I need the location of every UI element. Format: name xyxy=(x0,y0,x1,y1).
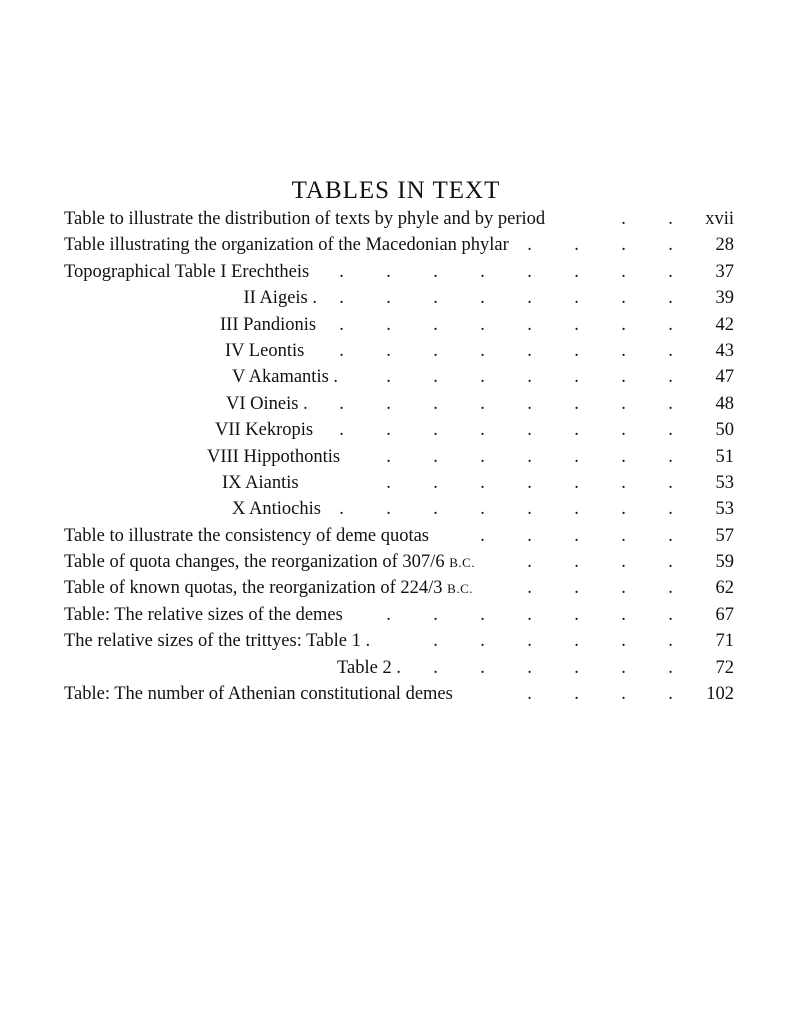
leader-dots: . . . . . . xyxy=(433,631,673,652)
toc-entry-page: 39 xyxy=(715,288,734,309)
toc-entry-page: 43 xyxy=(715,340,734,361)
toc-entry-label: Table illustrating the organization of the Macedonian phylar xyxy=(64,232,511,258)
toc-entry-label: V Akamantis . xyxy=(232,364,340,390)
toc-entry-page: 37 xyxy=(715,261,734,282)
toc-entry xyxy=(64,338,734,364)
toc-entry-label: Table 2 . xyxy=(337,655,403,681)
leader-dots: . . . . . . . . xyxy=(339,499,673,520)
leader-dots: . . . . xyxy=(527,235,673,256)
toc-entry xyxy=(64,364,734,390)
leader-dots: . . . . xyxy=(527,578,673,599)
toc-entry-page: 57 xyxy=(715,525,734,546)
leader-dots: . . . . . . . xyxy=(386,472,673,493)
toc-entry-page: 59 xyxy=(715,552,734,573)
toc-entry-page: 62 xyxy=(715,578,734,599)
toc-entry-label-text: Table of quota changes, the reorganization of 307/6 xyxy=(64,552,445,573)
leader-dots: . . . . . . xyxy=(433,657,673,678)
toc-entry-label: IV Leontis xyxy=(225,338,306,364)
toc-entry-label: VII Kekropis xyxy=(215,417,315,443)
toc-entry-page: xvii xyxy=(705,209,734,229)
toc-entry-label: III Pandionis xyxy=(220,312,318,338)
toc-entry xyxy=(64,549,734,575)
page-title: TABLES IN TEXT xyxy=(291,176,501,204)
toc-entry xyxy=(64,444,734,470)
toc-entry-label: VIII Hippothontis xyxy=(207,444,342,470)
toc-entry xyxy=(64,391,734,417)
toc-entry-label: VI Oineis . xyxy=(226,391,310,417)
toc-entry-label: Topographical Table I Erechtheis xyxy=(64,259,311,285)
toc-entry xyxy=(64,417,734,443)
leader-dots: . . . . . . . . xyxy=(339,340,673,361)
leader-dots: . . . . . . . . xyxy=(339,288,673,309)
toc-entry-page: 51 xyxy=(715,446,734,467)
toc-entry xyxy=(64,628,734,654)
leader-dots: . . . . . xyxy=(480,525,673,546)
toc-entry-page: 28 xyxy=(715,235,734,256)
table-of-contents xyxy=(64,206,734,707)
toc-entry-label: Table to illustrate the consistency of deme quotas xyxy=(64,523,431,549)
toc-entry-label xyxy=(64,575,475,602)
toc-entry-label: Table: The relative sizes of the demes xyxy=(64,602,345,628)
toc-entry-label: IX Aiantis xyxy=(222,470,301,496)
toc-entry-label xyxy=(64,549,477,576)
toc-entry xyxy=(64,655,734,681)
era-abbreviation: B.C. xyxy=(447,581,474,597)
toc-entry-page: 42 xyxy=(715,314,734,335)
toc-entry-page: 71 xyxy=(715,631,734,652)
toc-entry-label: Table to illustrate the distribution of texts by phyle and by period xyxy=(64,206,547,232)
leader-dots: . . . . . . . . xyxy=(339,314,673,335)
toc-entry xyxy=(64,575,734,601)
toc-entry xyxy=(64,206,734,232)
toc-entry-label: II Aigeis . xyxy=(244,285,319,311)
toc-entry xyxy=(64,470,734,496)
toc-entry xyxy=(64,681,734,707)
leader-dots: . . . . xyxy=(527,684,673,705)
leader-dots: . . . . . . . . xyxy=(339,261,673,282)
toc-entry-label: The relative sizes of the trittyes: Table 1 . xyxy=(64,628,372,654)
toc-entry-page: 48 xyxy=(715,393,734,414)
toc-entry-page: 102 xyxy=(706,684,734,705)
toc-entry xyxy=(64,523,734,549)
toc-entry-page: 53 xyxy=(715,499,734,520)
toc-entry-label: X Antiochis xyxy=(232,496,323,522)
toc-entry xyxy=(64,496,734,522)
toc-entry xyxy=(64,312,734,338)
toc-entry-page: 67 xyxy=(715,604,734,625)
leader-dots: . . . . . . . . xyxy=(339,420,673,441)
leader-dots: . . . . xyxy=(527,552,673,573)
toc-entry xyxy=(64,285,734,311)
toc-entry xyxy=(64,602,734,628)
leader-dots: . . . . . . . . xyxy=(339,393,673,414)
toc-entry-label: Table: The number of Athenian constitutional demes xyxy=(64,681,455,707)
toc-entry-page: 53 xyxy=(715,472,734,493)
leader-dots: . . . . . . . xyxy=(386,446,673,467)
toc-entry-page: 47 xyxy=(715,367,734,388)
leader-dots: . . xyxy=(621,209,673,229)
toc-entry xyxy=(64,232,734,258)
toc-entry-page: 72 xyxy=(715,657,734,678)
toc-entry-label-text: Table of known quotas, the reorganization of 224/3 xyxy=(64,578,443,599)
toc-entry xyxy=(64,259,734,285)
era-abbreviation: B.C. xyxy=(449,555,476,571)
leader-dots: . . . . . . . xyxy=(386,367,673,388)
toc-entry-page: 50 xyxy=(715,420,734,441)
leader-dots: . . . . . . . xyxy=(386,604,673,625)
